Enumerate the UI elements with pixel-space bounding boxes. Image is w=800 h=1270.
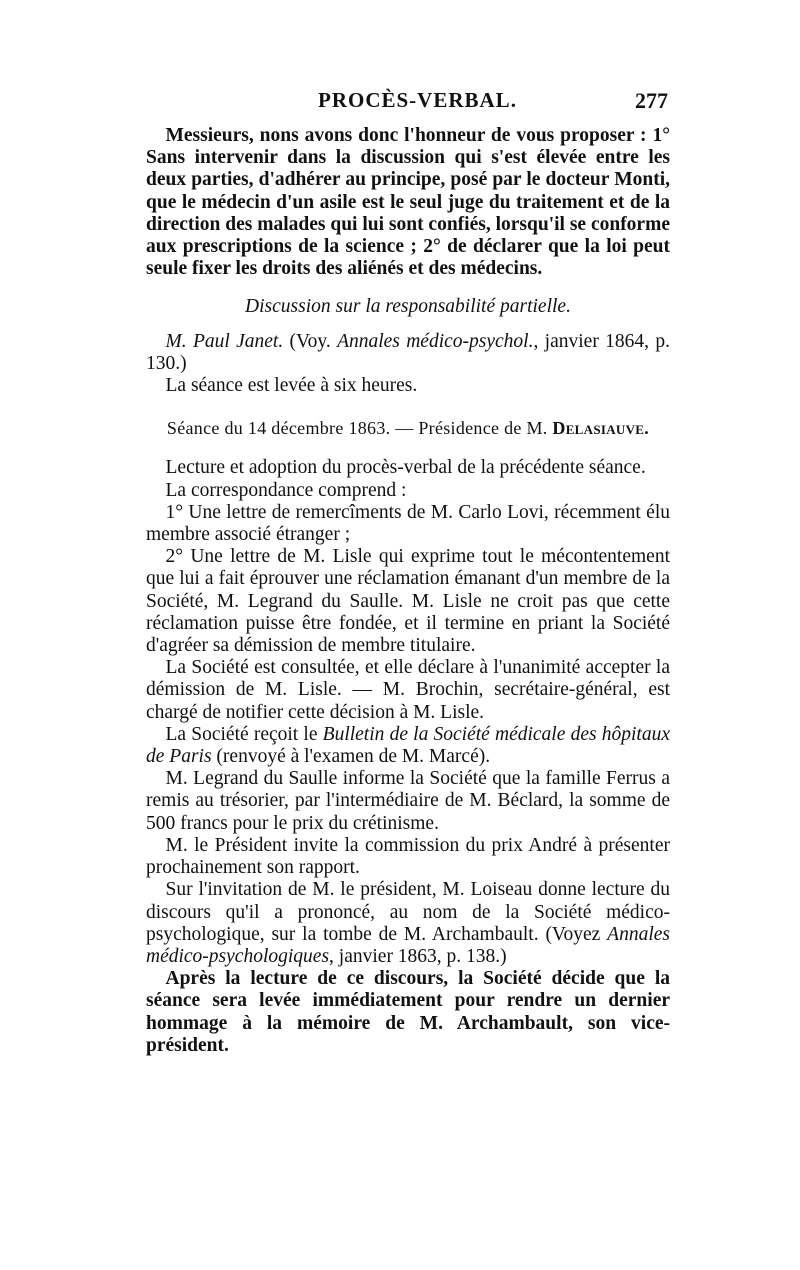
bulletin-note: (renvoyé à l'examen de M. Marcé). [211,746,491,768]
page-number: 277 [635,88,668,113]
session-date: Séance du 14 décembre 1863. — Présidence de M. [166,418,553,439]
running-title: PROCÈS-VERBAL. [318,88,517,112]
paragraph-correspondence: La correspondance comprend : [165,479,407,501]
eulogy-citation: , janvier 1863, p. 138.) [329,945,507,967]
bulletin-title: Bulletin de la Société médicale des hôpitaux de Paris [146,723,670,768]
paragraph-reference [146,331,670,375]
paragraph-closing: La séance est levée à six heures. [165,375,418,397]
reference-text: (Voy. [283,330,338,352]
session-heading [146,417,670,439]
journal-title: Annales médico-psychol. [337,330,534,352]
paragraph-minutes: Lecture et adoption du procès-verbal de la précédente séance. [165,457,646,479]
page-header [146,88,668,120]
paragraph-adjournment: Après la lecture de ce discours, la Société décide que la séance sera levée immédiatement pour rendre un dernier hommage à la mémoire de M. Archambault, son vice-président. [146,968,670,1056]
paragraph-eulogy [146,879,670,968]
eulogy-journal: Annales médico-psychologiques [146,923,670,967]
paragraph-ferrus: M. Legrand du Saulle informe la Société que la famille Ferrus a remis au trésorier, par l'intermédiaire de M. Béclard, la somme de 500 francs pour le prix du crétinisme. [146,768,670,834]
session-president: Delasiauve. [552,418,650,439]
reference-citation: , janvier 1864, p. 130.) [146,330,670,374]
paragraph-bulletin [146,724,670,768]
paragraph-resignation: La Société est consultée, et elle déclare à l'unanimité accepter la démission de M. Lisle. — M. Brochin, secrétaire-général, est chargé de notifier cette décision à M. Lisle. [146,657,670,723]
page-body [146,125,670,1057]
speaker-name: M. Paul Janet. [165,330,284,352]
paragraph-letter-2: 2° Une lettre de M. Lisle qui exprime tout le mécontentement que lui a fait éprouver une réclamation émanant d'un membre de la Société, M. Legrand du Saulle. M. Lisle ne croit pas que cette réclamation puisse être fondée, et il termine en priant la Société d'agréer sa démission de membre titulaire. [146,546,670,657]
paragraph-letter-1: 1° Une lettre de remercîments de M. Carlo Lovi, récemment élu membre associé étranger ; [146,501,670,546]
section-heading: Discussion sur la responsabilité partielle. [245,296,571,318]
paragraph-prize: M. le Président invite la commission du prix André à présenter prochainement son rapport. [146,834,670,879]
paragraph-proposal: Messieurs, nons avons donc l'honneur de vous proposer : 1° Sans intervenir dans la discussion qui s'est élevée entre les deux parties, d'adhérer au principe, posé par le docteur Monti, que le médecin d'un asile est le seul juge du traitement et de la direction des malades qui lui sont confiés, lorsqu'il se conforme aux prescriptions de la science ; 2° de déclarer que la loi peut seule fixer les droits des aliénés et des médecins. [146,125,670,280]
eulogy-text: Sur l'invitation de M. le président, M. Loiseau donne lecture du discours qu'il a prononcé, au nom de la Société médico-psychologique, sur la tombe de M. Archambault. (Voyez [146,879,670,945]
bulletin-intro: La Société reçoit le [165,723,323,745]
